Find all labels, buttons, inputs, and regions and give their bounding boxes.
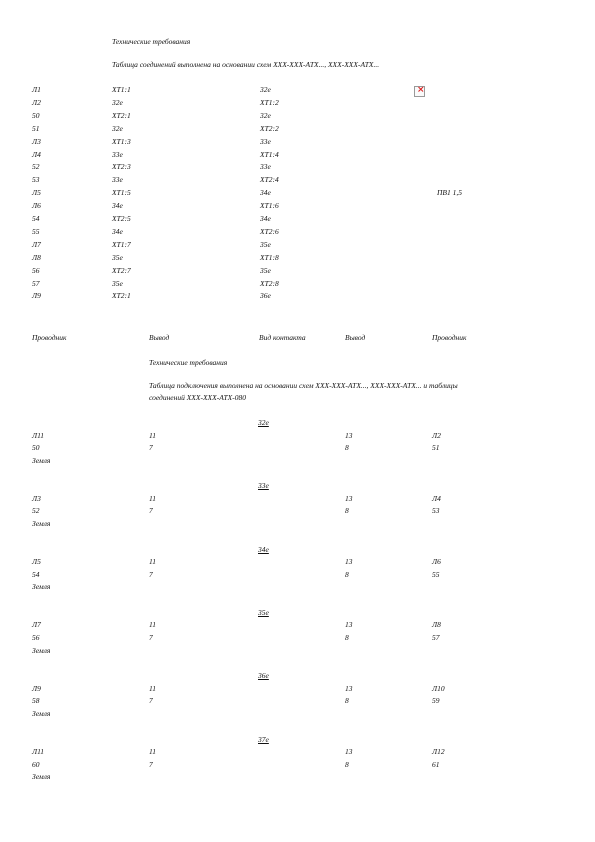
block-title: 36e	[258, 671, 269, 681]
table-cell-from: 33e	[112, 175, 123, 185]
table-cell-conductor: Л5	[32, 188, 41, 198]
table-cell-to: 32e	[260, 110, 271, 120]
block-cell: 60	[32, 759, 40, 769]
table-cell-conductor: 54	[32, 214, 40, 223]
block-cell: 7	[149, 633, 153, 642]
heading-technical-requirements-2: Технические требования	[149, 358, 228, 367]
block-cell: 53	[432, 506, 440, 516]
table-cell-conductor: 56	[32, 265, 40, 275]
table-cell-from: XT2:1	[112, 291, 131, 301]
block-cell: 61	[432, 759, 440, 769]
block-cell: Л6	[432, 557, 441, 567]
block-title: 33e	[258, 481, 269, 491]
block-cell: 11	[149, 747, 156, 756]
block-cell: Л12	[432, 747, 445, 756]
block-cell: 13	[345, 493, 353, 503]
caption-connection-table: Таблица соединений выполнена на основании схем XXX-XXX-ATX..., XXX-XXX-ATX...	[112, 60, 380, 69]
block-cell: 55	[432, 569, 440, 579]
table-cell-conductor: Л8	[32, 252, 41, 262]
table-cell-from: 35e	[112, 278, 123, 288]
header-conductor-left: Проводник	[32, 333, 67, 342]
table-cell-conductor: 57	[32, 278, 40, 288]
table-cell-from: XT2:5	[112, 214, 131, 223]
table-cell-to: 33e	[260, 136, 271, 146]
block-title: 35e	[258, 607, 269, 617]
table-cell-conductor: 52	[32, 162, 40, 172]
block-title: 37e	[258, 734, 269, 744]
block-ground-label: Земля	[32, 645, 51, 655]
block-cell: 13	[345, 747, 353, 756]
block-cell: 56	[32, 633, 40, 642]
block-cell: Л11	[32, 747, 45, 756]
header-output-left: Вывод	[149, 333, 170, 342]
block-cell: Л11	[32, 430, 45, 440]
table-cell-to: 34e	[260, 214, 271, 223]
block-cell: 7	[149, 569, 153, 579]
block-cell: Л3	[32, 493, 41, 503]
block-cell: 8	[345, 759, 349, 769]
block-cell: 51	[432, 443, 440, 453]
block-ground-label: Земля	[32, 519, 51, 528]
block-cell: 11	[149, 493, 156, 503]
table-cell-conductor: 51	[32, 123, 40, 133]
table-cell-conductor: Л6	[32, 201, 41, 211]
header-contact-type: Вид контакта	[259, 333, 306, 342]
block-cell: Л5	[32, 557, 41, 567]
table-cell-from: 32e	[112, 123, 123, 133]
table-cell-conductor: Л2	[32, 97, 41, 107]
heading-technical-requirements-1: Технические требования	[112, 37, 191, 46]
caption-wiring-table-line1: Таблица подключения выполнена на основании схем XXX-XXX-ATX..., XXX-XXX-ATX... и таблицы	[149, 381, 458, 390]
table-cell-to: XT1:4	[260, 149, 279, 159]
block-cell: 8	[345, 443, 349, 453]
block-cell: 58	[32, 696, 40, 706]
table-cell-conductor: 53	[32, 175, 40, 185]
table-cell-note: ПВ1 1,5	[437, 188, 462, 198]
table-cell-conductor: Л9	[32, 291, 41, 301]
block-cell: 8	[345, 506, 349, 516]
block-cell: 54	[32, 569, 40, 579]
block-ground-label: Земля	[32, 708, 51, 718]
table-cell-from: XT2:1	[112, 110, 131, 120]
table-cell-to: XT2:6	[260, 226, 279, 236]
block-cell: Л9	[32, 683, 41, 693]
table-cell-from: 35e	[112, 252, 123, 262]
block-ground-label: Земля	[32, 582, 51, 592]
table-cell-conductor: Л4	[32, 149, 41, 159]
table-cell-to: XT2:2	[260, 123, 279, 133]
block-cell: 11	[149, 557, 156, 567]
block-cell: 11	[149, 683, 156, 693]
table-cell-from: 32e	[112, 97, 123, 107]
table-cell-conductor: Л1	[32, 85, 41, 94]
block-cell: Л7	[32, 620, 41, 630]
table-cell-conductor: Л7	[32, 239, 41, 249]
block-cell: Л2	[432, 430, 441, 440]
broken-image-icon	[414, 86, 425, 97]
table-cell-from: XT2:7	[112, 265, 131, 275]
table-cell-from: 34e	[112, 201, 123, 211]
table-cell-from: XT1:5	[112, 188, 131, 198]
block-cell: 57	[432, 633, 440, 642]
block-cell: 8	[345, 633, 349, 642]
table-cell-to: 34e	[260, 188, 271, 198]
table-cell-to: XT1:8	[260, 252, 279, 262]
block-cell: Л8	[432, 620, 441, 630]
block-cell: 8	[345, 696, 349, 706]
table-cell-to: XT2:4	[260, 175, 279, 185]
block-cell: 13	[345, 683, 353, 693]
block-title: 34e	[258, 544, 269, 554]
block-ground-label: Земля	[32, 772, 51, 782]
caption-wiring-table-line2: соединений XXX-XXX-ATX-080	[149, 393, 247, 402]
table-cell-to: XT2:8	[260, 278, 279, 288]
block-cell: Л10	[432, 683, 445, 693]
table-cell-to: 35e	[260, 239, 271, 249]
block-cell: 8	[345, 569, 349, 579]
header-output-right: Вывод	[345, 333, 366, 342]
table-cell-to: XT1:6	[260, 201, 279, 211]
table-cell-to: XT1:2	[260, 97, 279, 107]
table-cell-from: XT2:3	[112, 162, 131, 172]
table-cell-conductor: Л3	[32, 136, 41, 146]
table-cell-conductor: 50	[32, 110, 40, 120]
header-conductor-right: Проводник	[432, 333, 467, 342]
block-cell: 52	[32, 506, 40, 516]
table-cell-from: XT1:1	[112, 85, 131, 94]
block-cell: 7	[149, 506, 153, 516]
block-cell: 11	[149, 620, 156, 630]
table-cell-from: XT1:7	[112, 239, 131, 249]
table-cell-conductor: 55	[32, 226, 40, 236]
block-cell: 59	[432, 696, 440, 706]
table-cell-to: 32e	[260, 85, 271, 94]
block-cell: 13	[345, 557, 353, 567]
block-title: 32e	[258, 418, 269, 427]
block-cell: 13	[345, 430, 353, 440]
block-cell: 7	[149, 443, 153, 453]
block-ground-label: Земля	[32, 455, 51, 465]
table-cell-from: 34e	[112, 226, 123, 236]
table-cell-to: 36e	[260, 291, 271, 301]
table-cell-from: XT1:3	[112, 136, 131, 146]
block-cell: 7	[149, 696, 153, 706]
block-cell: 13	[345, 620, 353, 630]
block-cell: 50	[32, 443, 40, 453]
table-cell-from: 33e	[112, 149, 123, 159]
block-cell: 7	[149, 759, 153, 769]
table-cell-to: 35e	[260, 265, 271, 275]
block-cell: 11	[149, 430, 156, 440]
table-cell-to: 33e	[260, 162, 271, 172]
block-cell: Л4	[432, 493, 441, 503]
